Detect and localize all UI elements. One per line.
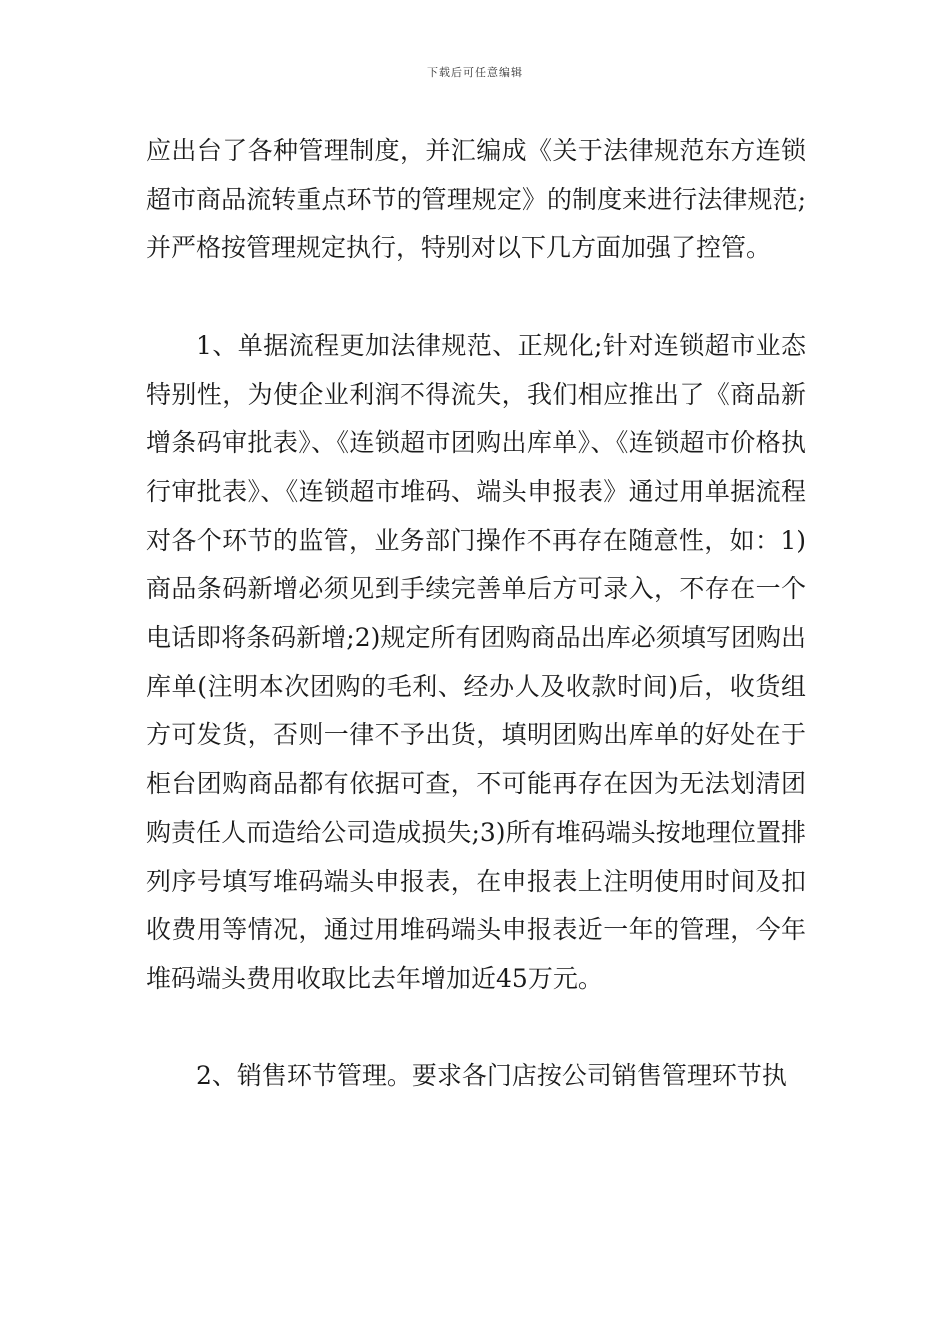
page-header-note: 下载后可任意编辑 (427, 66, 523, 79)
paragraph-spacer (146, 273, 806, 322)
paragraph-item-1: 1、单据流程更加法律规范、正规化;针对连锁超市业态特别性，为使企业利润不得流失，我们相应推出了《商品新增条码审批表》、《连锁超市团购出库单》、《连锁超市价格执行审批表》、《连锁超市堆码、端头申报表》通过用单据流程对各个环节的监管，业务部门操作不再存在随意性，如：1)商品条码新增必须见到手续完善单后方可录入，不存在一个电话即将条码新增;2)规定所有团购商品出库必须填写团购出库单(注明本次团购的毛利、经办人及收款时间)后，收货组方可发货，否则一律不予出货，填明团购出库单的好处在于柜台团购商品都有依据可查，不可能再存在因为无法划清团购责任人而造给公司造成损失;3)所有堆码端头按地理位置排列序号填写堆码端头申报表，在申报表上注明使用时间及扣收费用等情况，通过用堆码端头申报表近一年的管理，今年堆码端头费用收取比去年增加近45万元。 (146, 330, 806, 993)
paragraph-item-2: 2、销售环节管理。要求各门店按公司销售管理环节执 (196, 1061, 787, 1091)
document-body (146, 127, 806, 1101)
paragraph-spacer (146, 1004, 806, 1053)
paragraph-intro: 应出台了各种管理制度，并汇编成《关于法律规范东方连锁超市商品流转重点环节的管理规定》的制度来进行法律规范;并严格按管理规定执行，特别对以下几方面加强了控管。 (146, 136, 806, 263)
